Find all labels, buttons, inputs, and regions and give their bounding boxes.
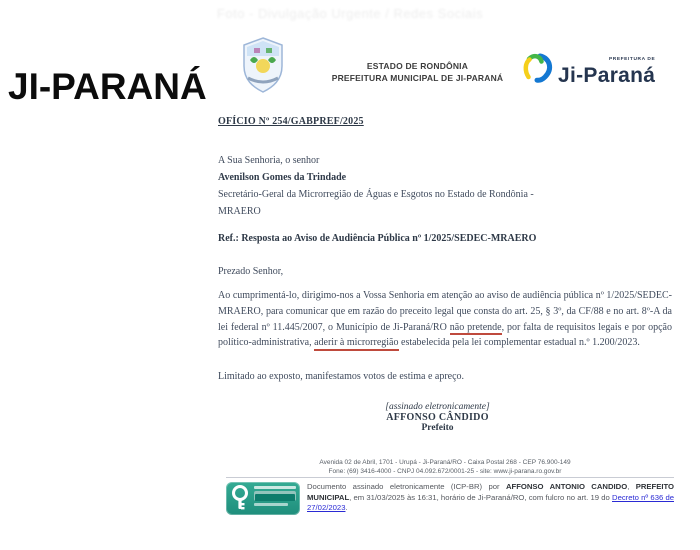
addressee-org-line: MRAERO bbox=[218, 206, 261, 217]
addressee-block bbox=[218, 152, 534, 220]
footer-address-line: Avenida 02 de Abril, 1701 - Urupá - Ji-Paraná/RO - Caixa Postal 268 - CEP 76.900-149 bbox=[319, 459, 571, 466]
letter-footer bbox=[218, 458, 672, 476]
icp-signature-badge bbox=[226, 482, 300, 515]
badge-text-bars bbox=[254, 486, 296, 506]
signature-method: [assinado eletronicamente] bbox=[385, 402, 490, 412]
footer-contact-line: Fone: (69) 3416-4000 - CNPJ 04.092.672/0001-25 - site: www.ji-parana.ro.gov.br bbox=[328, 468, 562, 475]
stamp-signer-name: AFFONSO ANTONIO CANDIDO bbox=[505, 482, 628, 491]
greeting-line: Prezado Senhor, bbox=[218, 266, 284, 277]
addressee-role-line: Secretário-Geral da Microrregião de Águas e Esgotos no Estado de Rondônia - bbox=[218, 189, 534, 200]
stamp-part1: Documento assinado eletronicamente (ICP-BR) por bbox=[307, 482, 506, 491]
stamp-part2: , em 31/03/2025 às 16:31, horário de Ji-Paraná/RO, com fulcro no art. 19 do bbox=[349, 492, 613, 502]
body-paragraph bbox=[218, 288, 672, 351]
letterhead-org-block bbox=[310, 60, 525, 84]
org-city-line: PREFEITURA MUNICIPAL DE JI-PARANÁ bbox=[331, 73, 504, 83]
city-logo-swoosh-icon bbox=[520, 52, 554, 91]
decree-link[interactable]: Decreto nº 636 de 27/02/2023 bbox=[307, 492, 674, 513]
signer-role: Prefeito bbox=[421, 423, 454, 433]
stamp-text bbox=[307, 482, 674, 514]
red-underlined-phrase-2: aderir à microrregião bbox=[314, 337, 398, 351]
coat-of-arms-icon bbox=[240, 36, 286, 99]
logo-city-text: Ji-Paraná bbox=[558, 63, 656, 87]
red-underlined-phrase-1: não pretende bbox=[450, 322, 502, 336]
city-name-label: JI-PARANÁ bbox=[8, 66, 207, 107]
logo-prefeitura-text: PREFEITURA DE bbox=[608, 56, 656, 62]
closing-paragraph: Limitado ao exposto, manifestamos votos de estima e apreço. bbox=[218, 371, 465, 382]
body-text-part3: estabelecida pela lei complementar estadual n.º 1.200/2023. bbox=[398, 337, 640, 349]
addressee-name: Avenilson Gomes da Trindade bbox=[218, 172, 347, 183]
body-text-part1: Ao cumprimentá-lo, dirigimo-nos a Vossa Senhoria em atenção ao aviso de audiência pública nº 1/2025/SEDEC-MRAERO, para comunicar que em razão do preceito legal que consta do art. 25, § 3º, da CF/88 e no art. 8º-A da lei federal nº 11.445/2007, o Município de Ji-Paraná/RO bbox=[218, 290, 672, 333]
org-state-line: ESTADO DE RONDÔNIA bbox=[366, 61, 469, 71]
city-logo bbox=[520, 52, 655, 91]
reference-line: Ref.: Resposta ao Aviso de Audiência Pública nº 1/2025/SEDEC-MRAERO bbox=[218, 233, 537, 244]
stamp-part3: . bbox=[345, 503, 348, 513]
stamp-sep: , bbox=[627, 482, 636, 491]
stamp-signer-role: PREFEITO MUNICIPAL bbox=[307, 482, 675, 502]
electronic-signature-stamp bbox=[226, 477, 674, 515]
oficio-title: OFÍCIO Nº 254/GABPREF/2025 bbox=[218, 116, 364, 127]
addressee-salutation: A Sua Senhoria, o senhor bbox=[218, 155, 320, 166]
faint-watermark-text: Foto - Divulgação Urgente / Redes Sociais bbox=[216, 6, 484, 21]
city-logo-text-wrap bbox=[558, 56, 655, 88]
signature-block bbox=[330, 402, 545, 433]
body-text-part2: , por falta de requisitos legais e por opção político-administrativa, bbox=[218, 321, 672, 349]
signer-name: AFFONSO CÂNDIDO bbox=[386, 412, 489, 423]
